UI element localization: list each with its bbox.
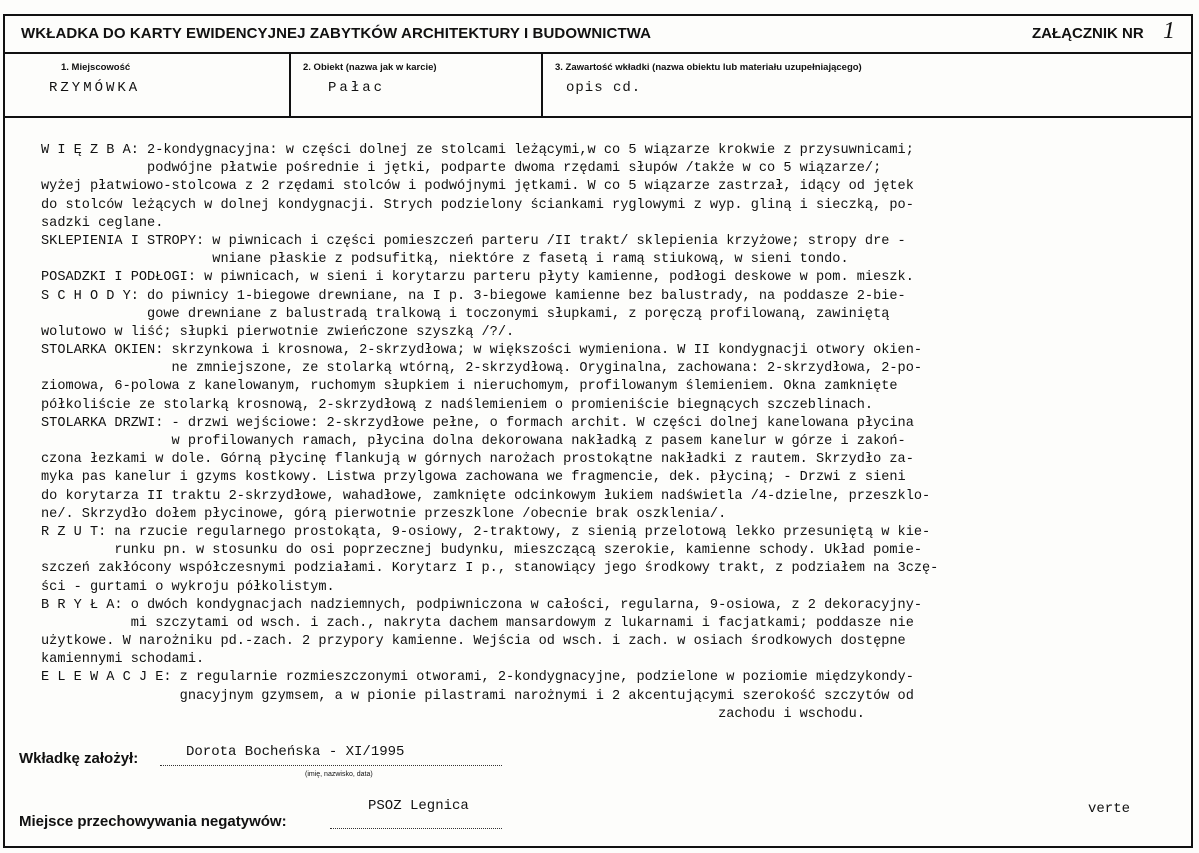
description-line: do korytarza II traktu 2-skrzydłowe, wahadłowe, zamknięte odcinkowym łukiem nadświetla /4-dzielne, przeszklo- <box>41 488 931 504</box>
description-line: B R Y Ł A: o dwóch kondygnacjach nadziemnych, podpiwniczona w całości, regularna, 9-osiowa, z 2 dekoracyjny- <box>41 597 923 613</box>
object-label: 2. Obiekt (nazwa jak w karcie) <box>303 62 437 73</box>
description-line: do stolców leżących w dolnej kondygnacji. Strych podzielony ściankami ryglowymi z wyp. gliną i sieczką, po- <box>41 197 914 213</box>
description-line: wniane płaskie z podsufitką, niektóre z fasetą i ramą stiukową, w sieni tondo. <box>41 252 849 268</box>
attachment-number: 1 <box>1163 18 1175 44</box>
locality-value: RZYMÓWKA <box>49 80 141 96</box>
description-line: szczeń zakłócony współczesnymi podziałami. Korytarz I p., stanowiący jego środkowy trakt, z podziałem na 3czę- <box>41 561 939 577</box>
description-line: w profilowanych ramach, płycina dolna dekorowana nakładką z pasem kanelur w górze i zakoń- <box>41 434 906 449</box>
description-line: wolutowo w liść; słupki pierwotnie zwieńczone szyszką /?/. <box>41 324 515 340</box>
description-line: SKLEPIENIA I STROPY: w piwnicach i części pomieszczeń parteru /II trakt/ sklepienia krzyżowe; stropy dre - <box>41 233 906 249</box>
description-line: E L E W A C J E: z regularnie rozmieszczonymi otworami, 2-kondygnacyjne, podzielone w poziomie międzykondy- <box>41 670 914 686</box>
description-line: W I Ę Z B A: 2-kondygnacyjna: w części dolnej ze stolcami leżącymi,w co 5 wiązarze krokwie z przysuwnicami; <box>41 143 914 158</box>
description-line: czona łezkami w dole. Górną płycinę flankują w górnych narożach prostokątne nakładki z rautem. Skrzydło za- <box>41 452 914 468</box>
description-line: STOLARKA OKIEN: skrzynkowa i krosnowa, 2-skrzydłowa; w większości wymieniona. W II kondygnacji otwory okien- <box>41 343 923 359</box>
description-line: kamiennymi schodami. <box>41 652 205 668</box>
form-fields-row <box>3 54 1193 118</box>
description-line: wyżej płatwiowo-stolcowa z 2 rzędami stolców i podwójnymi jętkami. W co 5 wiązarze zastrzał, idący od jętek <box>41 179 914 195</box>
description-line: ziomowa, 6-polowa z kanelowanym, ruchomym słupkiem i nieruchomym, profilowanym ślemieniem. Okna zamknięte <box>41 379 898 395</box>
field-divider <box>541 54 543 116</box>
attachment-label: ZAŁĄCZNIK NR <box>1032 25 1144 42</box>
description-line: ne/. Skrzydło dołem płycinowe, górą pierwotnie przeszklone /obecnie brak oszklenia/. <box>41 506 727 522</box>
description-line: gnacyjnym gzymsem, a w pionie pilastrami narożnymi i 2 akcentującymi szerokość szczytów od <box>41 688 914 704</box>
verte-note: verte <box>1088 801 1131 817</box>
author-label: Wkładkę założył: <box>19 750 139 767</box>
contents-label: 3. Zawartość wkładki (nazwa obiektu lub materiału uzupełniającego) <box>555 62 862 73</box>
field-divider <box>289 54 291 116</box>
description-line: POSADZKI I PODŁOGI: w piwnicach, w sieni i korytarzu parteru płyty kamienne, podłogi deskowe w pom. mieszk. <box>41 270 914 286</box>
storage-value: PSOZ Legnica <box>368 798 469 814</box>
description-text <box>41 142 1161 724</box>
description-line: ne zmniejszone, ze stolarką wtórną, 2-skrzydłową. Oryginalna, zachowana: 2-skrzydłowa, 2-po- <box>41 361 923 377</box>
description-line: ści - gurtami o wykroju półkolistym. <box>41 579 335 595</box>
author-value: Dorota Bocheńska - XI/1995 <box>186 744 405 760</box>
description-line: mi szczytami od wsch. i zach., nakryta dachem mansardowym z lukarnami i facjatkami; poddasze nie <box>41 615 914 631</box>
description-line: zachodu i wschodu. <box>41 706 865 722</box>
description-line: półkoliście ze stolarką krosnową, 2-skrzydłową z nadślemieniem o promieniście biegnących szczeblinach. <box>41 397 874 413</box>
object-value: Pałac <box>328 80 386 96</box>
locality-label: 1. Miejscowość <box>61 62 131 73</box>
form-header <box>3 14 1193 54</box>
description-line: podwójne płatwie pośrednie i jętki, podparte dwoma rzędami słupów /także w co 5 wiązarze/; <box>41 161 882 177</box>
description-line: runku pn. w stosunku do osi poprzecznej budynku, mieszczącą szerokie, kamienne schody. Układ pomie- <box>41 543 923 559</box>
author-dotted-line <box>160 765 502 766</box>
description-line: STOLARKA DRZWI: - drzwi wejściowe: 2-skrzydłowe pełne, o formach archit. W części dolnej kanelowana płycina <box>41 415 914 431</box>
description-line: gowe drewniane z balustradą tralkową i toczonymi słupkami, z poręczą profilowaną, zawiniętą <box>41 306 890 322</box>
description-line: myka pas kanelur i gzyms kostkowy. Listwa przylgowa zachowana we fragmencie, dek. płyciną; - Drzwi z sieni <box>41 470 906 486</box>
description-line: użytkowe. W narożniku pd.-zach. 2 przypory kamienne. Wejścia od wsch. i zach. w osiach środkowych dostępne <box>41 634 906 650</box>
description-line: S C H O D Y: do piwnicy 1-biegowe drewniane, na I p. 3-biegowe kamienne bez balustrady, na poddasze 2-bie- <box>41 288 906 304</box>
storage-dotted-line <box>330 828 502 829</box>
form-title: WKŁADKA DO KARTY EWIDENCYJNEJ ZABYTKÓW ARCHITEKTURY I BUDOWNICTWA <box>21 25 652 42</box>
description-line: R Z U T: na rzucie regularnego prostokąta, 9-osiowy, 2-traktowy, z sienią przelotową lekko przesuniętą w kie- <box>41 524 931 540</box>
author-hint: (imię, nazwisko, data) <box>305 771 373 778</box>
storage-label: Miejsce przechowywania negatywów: <box>19 813 287 830</box>
contents-value: opis cd. <box>566 80 642 96</box>
description-line: sadzki ceglane. <box>41 215 164 231</box>
